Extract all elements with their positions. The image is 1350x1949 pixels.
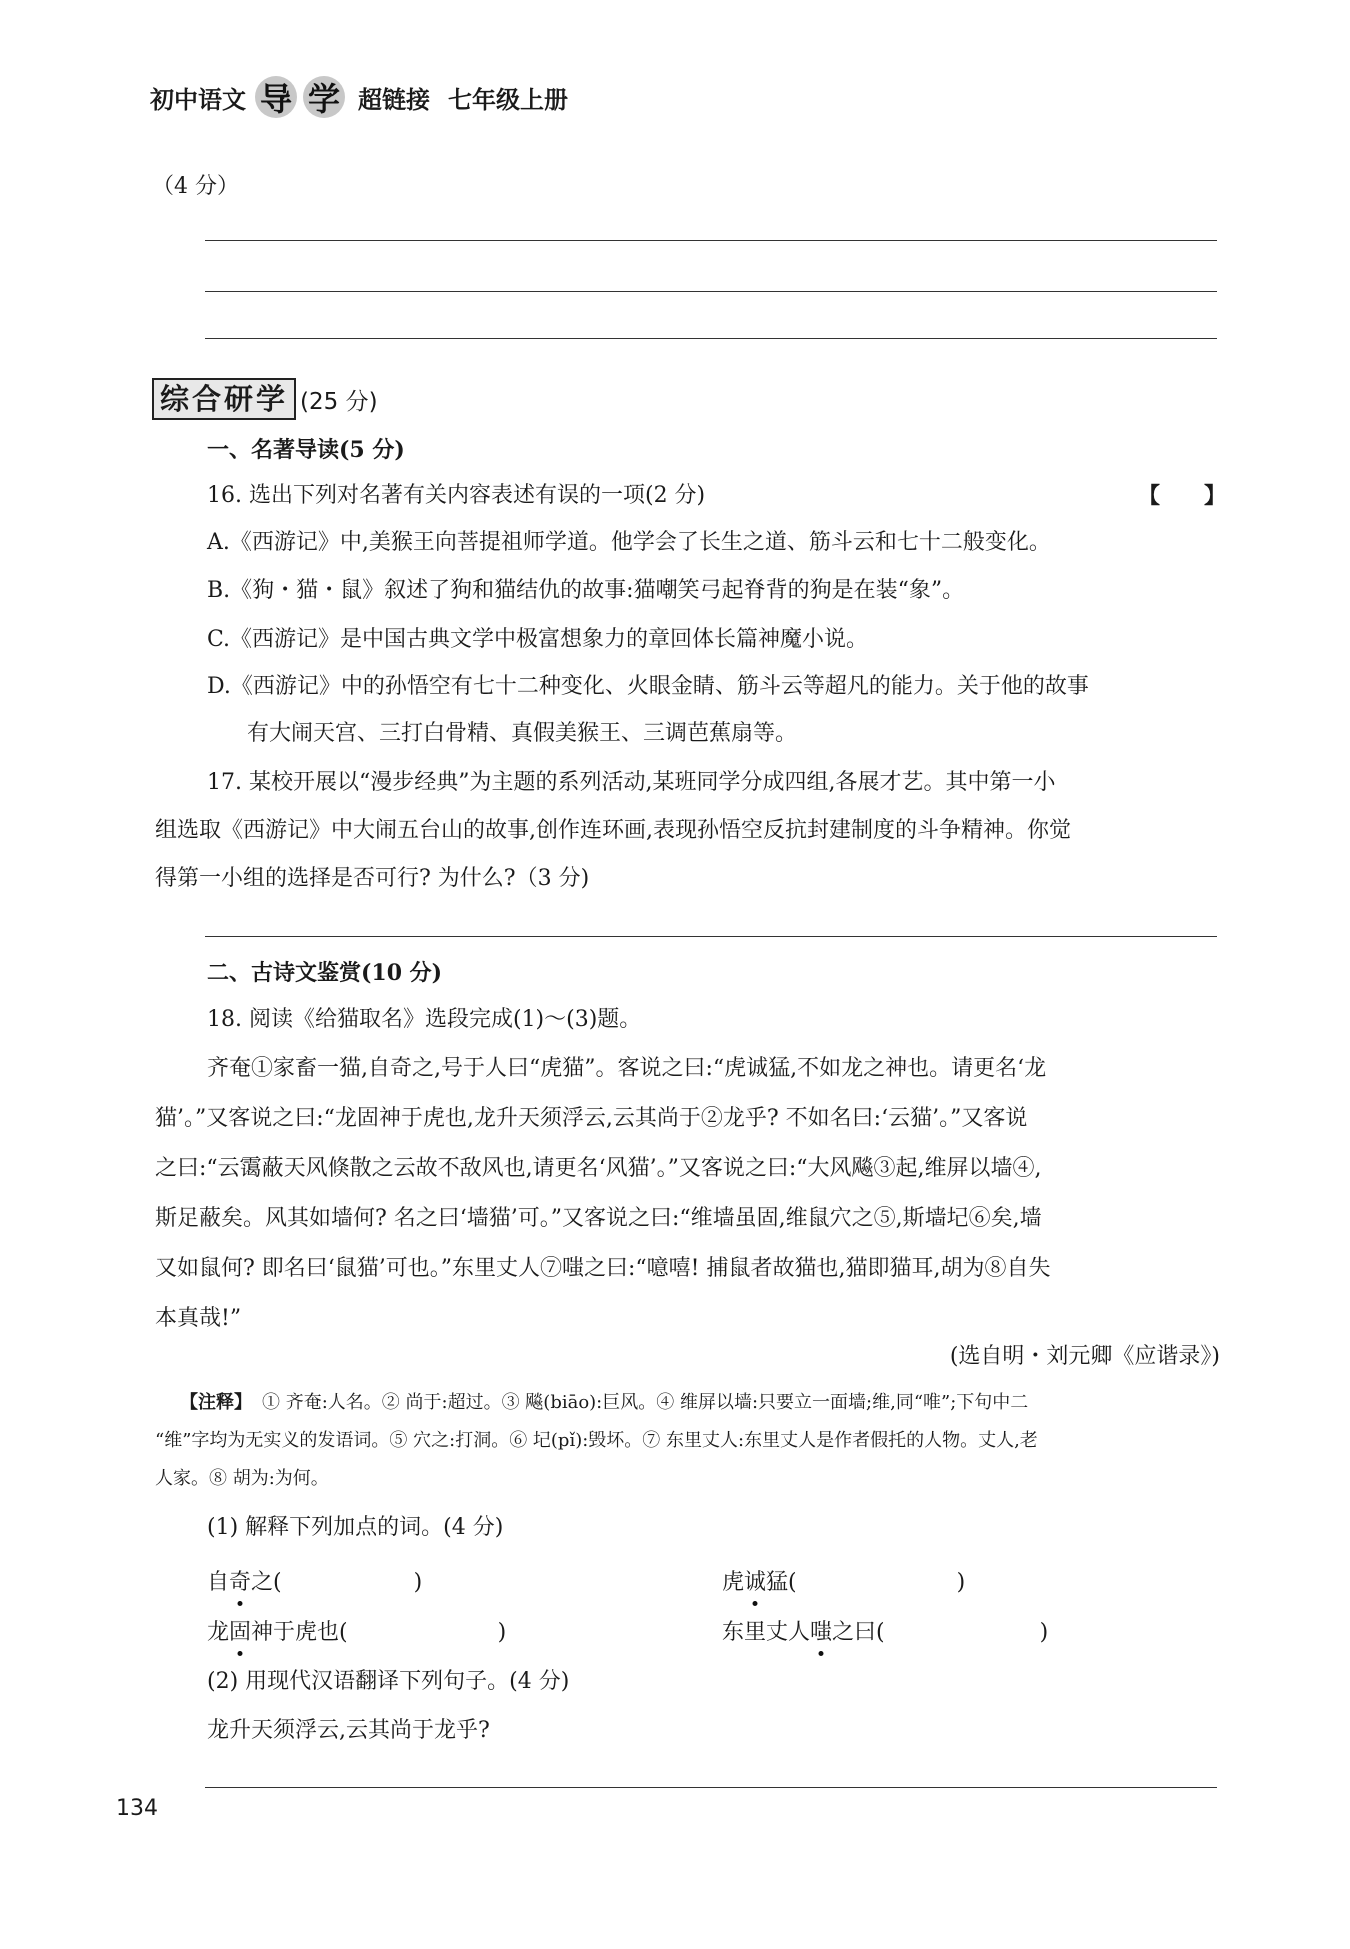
sub-question-1: (1) 解释下列加点的词。(4 分) — [207, 1515, 504, 1540]
word-item-3: 龙固神于虎也( ) — [207, 1620, 507, 1645]
notes-line: 人家。⑧ 胡为:为何。 — [155, 1468, 329, 1489]
notes-line: ① 齐奄:人名。② 尚于:超过。③ 飚(biāo):巨风。④ 维屏以墙:只要立一面墙;维,同“唯”;下句中二 — [262, 1392, 1029, 1413]
q17-line: 得第一小组的选择是否可行? 为什么?（3 分) — [155, 866, 590, 891]
answer-line[interactable] — [205, 291, 1217, 292]
answer-line[interactable] — [205, 1787, 1217, 1788]
passage-line: 本真哉!” — [155, 1306, 242, 1331]
header-char-xue: 学 — [303, 76, 345, 118]
q16-option-d-cont: 有大闹天宫、三打白骨精、真假美猴王、三调芭蕉扇等。 — [247, 721, 798, 746]
answer-line[interactable] — [205, 240, 1217, 241]
dotted-char: 固 — [229, 1620, 252, 1645]
word-item-1: 自奇之( ) — [207, 1570, 423, 1595]
dotted-char: 嗤 — [810, 1620, 833, 1645]
header-char-dao: 导 — [255, 76, 297, 118]
q16-option-a: A.《西游记》中,美猴王向菩提祖师学道。他学会了长生之道、筋斗云和七十二般变化。 — [207, 530, 1051, 555]
passage-line: 猫’。”又客说之曰:“龙固神于虎也,龙升天须浮云,云其尚于②龙乎? 不如名曰:‘云猫’。”又客说 — [155, 1106, 1028, 1131]
answer-line[interactable] — [205, 338, 1217, 339]
page-number: 134 — [116, 1796, 158, 1821]
passage-line: 之曰:“云霭蔽天风倏散之云故不敌风也,请更名‘风猫’。”又客说之曰:“大风飚③起,维屏以墙④, — [155, 1156, 1042, 1181]
q18-stem: 18. 阅读《给猫取名》选段完成(1)～(3)题。 — [207, 1007, 642, 1032]
passage-source: (选自明・刘元卿《应谐录》) — [949, 1344, 1220, 1369]
section-title — [152, 378, 378, 420]
part1-title: 一、名著导读(5 分) — [207, 437, 405, 463]
header-series: 初中语文 — [150, 85, 246, 114]
translate-sentence: 龙升天须浮云,云其尚于龙乎? — [207, 1718, 490, 1743]
q16-stem: 16. 选出下列对名著有关内容表述有误的一项(2 分) — [207, 483, 706, 508]
q17-line: 17. 某校开展以“漫步经典”为主题的系列活动,某班同学分成四组,各展才艺。其中第一小 — [207, 770, 1056, 795]
q16-option-d: D.《西游记》中的孙悟空有七十二种变化、火眼金睛、筋斗云等超凡的能力。关于他的故事 — [207, 674, 1089, 699]
part2-title: 二、古诗文鉴赏(10 分) — [207, 960, 443, 986]
book-header — [150, 76, 568, 118]
passage-line: 齐奄①家畜一猫,自奇之,号于人曰“虎猫”。客说之曰:“虎诚猛,不如龙之神也。请更名‘龙 — [207, 1056, 1047, 1081]
passage-line: 斯足蔽矣。风其如墙何? 名之曰‘墙猫’可。”又客说之曰:“维墙虽固,维鼠穴之⑤,斯墙圮⑥矣,墙 — [155, 1206, 1042, 1231]
prev-question-score: （4 分） — [152, 174, 239, 199]
header-grade: 七年级上册 — [448, 85, 568, 114]
q16-answer-bracket[interactable]: 【 】 — [1138, 483, 1227, 509]
passage-line: 又如鼠何? 即名曰‘鼠猫’可也。”东里丈人⑦嗤之曰:“噫嘻! 捕鼠者故猫也,猫即猫耳,胡为⑧自失 — [155, 1256, 1051, 1281]
word-item-4: 东里丈人嗤之曰( ) — [722, 1620, 1049, 1645]
q17-line: 组选取《西游记》中大闹五台山的故事,创作连环画,表现孙悟空反抗封建制度的斗争精神。你觉 — [155, 818, 1071, 843]
notes-line: “维”字均为无实义的发语词。⑤ 穴之:打洞。⑥ 圮(pǐ):毁坏。⑦ 东里丈人:东里丈人是作者假托的人物。丈人,老 — [155, 1430, 1038, 1451]
answer-line[interactable] — [205, 936, 1217, 937]
dotted-char: 诚 — [744, 1570, 767, 1595]
section-score: (25 分) — [300, 388, 378, 415]
word-item-2: 虎诚猛( ) — [722, 1570, 966, 1595]
q16-option-b: B.《狗・猫・鼠》叙述了狗和猫结仇的故事:猫嘲笑弓起脊背的狗是在装“象”。 — [207, 578, 965, 603]
section-title-label: 综合研学 — [152, 378, 296, 420]
q16-option-c: C.《西游记》是中国古典文学中极富想象力的章回体长篇神魔小说。 — [207, 627, 869, 652]
header-subtitle: 超链接 — [358, 85, 430, 114]
notes-label: 【注释】 — [180, 1392, 252, 1413]
dotted-char: 奇 — [229, 1570, 252, 1595]
sub-question-2: (2) 用现代汉语翻译下列句子。(4 分) — [207, 1669, 570, 1694]
